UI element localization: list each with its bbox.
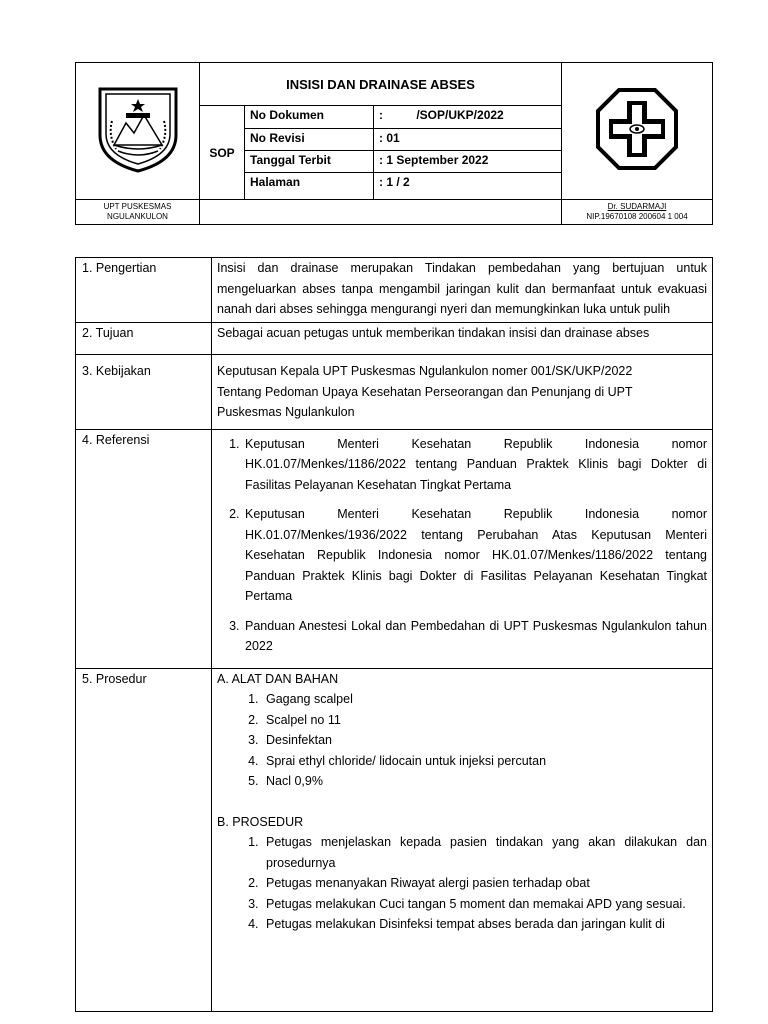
signer-name: Dr. SUDARMAJI [607, 202, 667, 211]
list-item: 3. Panduan Anestesi Lokal dan Pembedahan di UPT Puskesmas Ngulankulon tahun 2022 [243, 616, 707, 657]
puskesmas-logo-cell [562, 63, 713, 200]
kebijakan-label: 3. Kebijakan [76, 355, 212, 430]
kebijakan-line-3: Puskesmas Ngulankulon [217, 405, 355, 419]
organization-line-1: UPT PUSKESMAS [103, 202, 172, 211]
row-prosedur [76, 668, 713, 1011]
regency-logo-cell [76, 63, 200, 200]
doc-number-label: No Dokumen [245, 106, 374, 129]
page-label: Halaman [245, 173, 374, 200]
doc-number-value: : /SOP/UKP/2022 [374, 106, 562, 129]
revision-label: No Revisi [245, 129, 374, 151]
regency-emblem-icon [92, 83, 184, 175]
row-pengertian [76, 258, 713, 323]
pengertian-text: Insisi dan drainase merupakan Tindakan pembedahan yang bertujuan untuk mengeluarkan abses tanpa mengambil jaringan kulit dan bermanfaat untuk evakuasi nanah dari abses sehingga mengurangi nyeri dan memungkinkan luka untuk pulih [212, 258, 713, 323]
list-item: 4. Petugas melakukan Disinfeksi tempat abses berada dan jaringan kulit di [262, 914, 707, 935]
sop-title: INSISI DAN DRAINASE ABSES [200, 63, 562, 106]
issue-date-label: Tanggal Terbit [245, 151, 374, 173]
list-item: 1. Petugas menjelaskan kepada pasien tindakan yang akan dilakukan dan prosedurnya [262, 832, 707, 873]
issue-date-value: : 1 September 2022 [374, 151, 562, 173]
alat-bahan-list [217, 689, 707, 792]
tujuan-label: 2. Tujuan [76, 322, 212, 355]
sop-label: SOP [200, 106, 245, 200]
referensi-list-cell [212, 429, 713, 668]
list-item: 4. Sprai ethyl chloride/ lidocain untuk injeksi percutan [262, 751, 707, 772]
prosedur-steps [217, 832, 707, 935]
referensi-label: 4. Referensi [76, 429, 212, 668]
row-kebijakan [76, 355, 713, 430]
list-item: 3. Desinfektan [262, 730, 707, 751]
kebijakan-line-2: Tentang Pedoman Upaya Kesehatan Perseorangan dan Penunjang di UPT [217, 384, 633, 399]
list-item: 2. Scalpel no 11 [262, 710, 707, 731]
section-spacer [217, 792, 707, 812]
list-item: 1. Keputusan Menteri Kesehatan Republik Indonesia nomor HK.01.07/Menkes/1186/2022 tentang Panduan Praktek Klinis bagi Dokter di Fasilitas Pelayanan Kesehatan Tingkat Pertama [243, 434, 707, 496]
header-table [75, 62, 713, 225]
list-item: 5. Nacl 0,9% [262, 771, 707, 792]
signer-nip: NIP.19670108 200604 1 004 [586, 212, 688, 221]
revision-value: : 01 [374, 129, 562, 151]
row-tujuan [76, 322, 713, 355]
list-item: 3. Petugas melakukan Cuci tangan 5 moment dan memakai APD yang sesuai. [262, 894, 707, 915]
tujuan-text: Sebagai acuan petugas untuk memberikan tindakan insisi dan drainase abses [212, 322, 713, 355]
organization-name [76, 200, 200, 225]
list-item: 2. Keputusan Menteri Kesehatan Republik Indonesia nomor HK.01.07/Menkes/1936/2022 tentang Perubahan Atas Keputusan Menteri Kesehatan Republik Indonesia nomor HK.01.07/Menkes/1186/2022 tentang Panduan Praktek Klinis bagi Dokter di Fasilitas Pelayanan Kesehatan Tingkat Pertama [243, 504, 707, 607]
content-table [75, 257, 713, 1012]
referensi-list [217, 434, 707, 657]
row-referensi [76, 429, 713, 668]
pengertian-label: 1. Pengertian [76, 258, 212, 323]
kebijakan-text [212, 355, 713, 430]
prosedur-heading: B. PROSEDUR [217, 814, 304, 829]
footer-blank-cell [200, 200, 562, 225]
list-item: 1. Gagang scalpel [262, 689, 707, 710]
list-item: 2. Petugas menanyakan Riwayat alergi pasien terhadap obat [262, 873, 707, 894]
puskesmas-cross-logo-icon [595, 87, 679, 171]
kebijakan-line-1: Keputusan Kepala UPT Puskesmas Ngulankulon nomer 001/SK/UKP/2022 [217, 364, 633, 378]
prosedur-label: 5. Prosedur [76, 668, 212, 1011]
organization-line-2: NGULANKULON [107, 212, 168, 221]
prosedur-cell [212, 668, 713, 1011]
alat-bahan-heading: A. ALAT DAN BAHAN [217, 671, 339, 686]
signer-block [562, 200, 713, 225]
page-value: : 1 / 2 [374, 173, 562, 200]
